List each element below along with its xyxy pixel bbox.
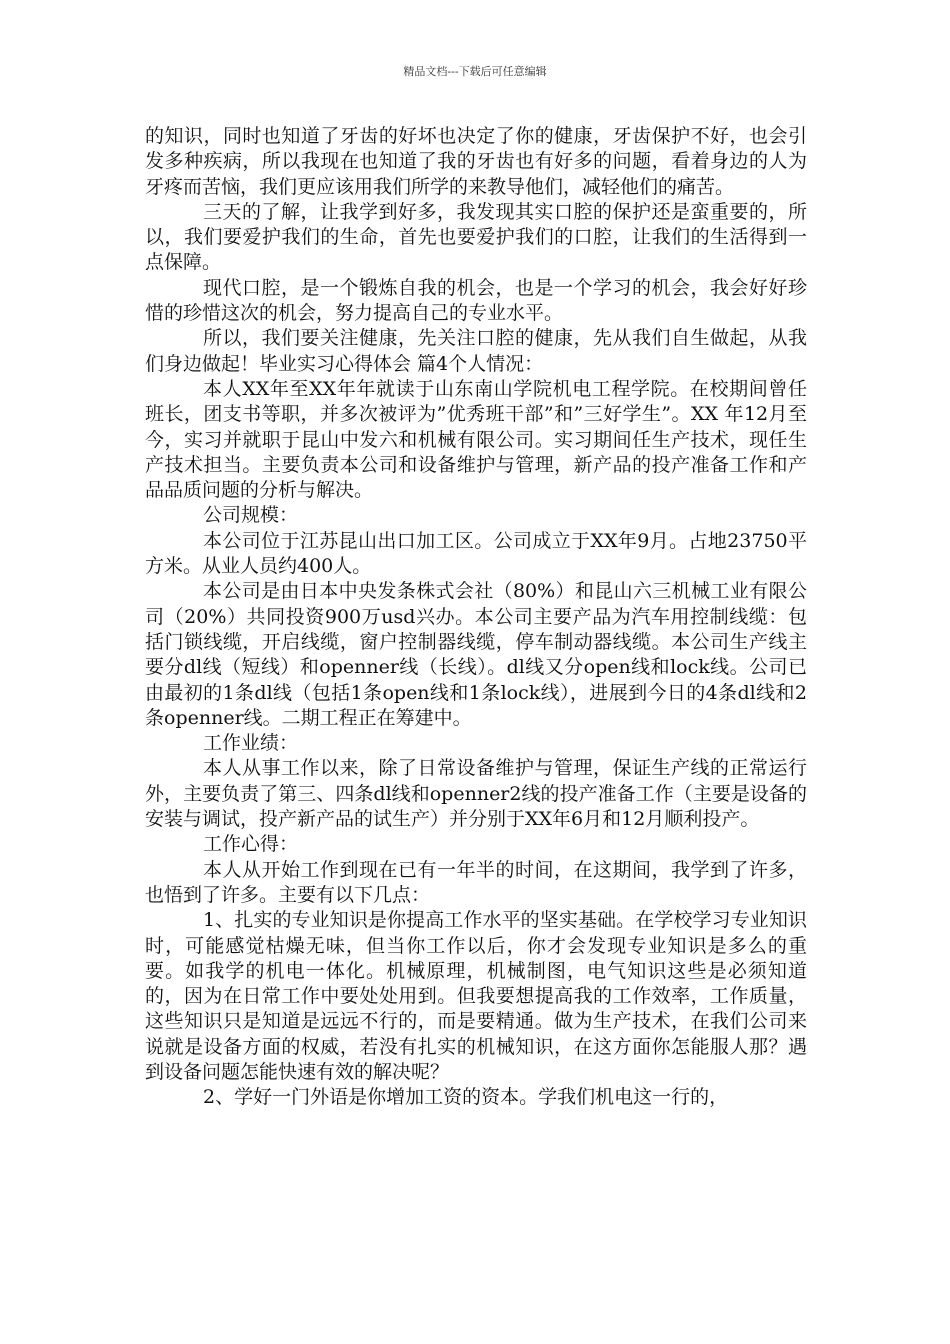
section-heading: 工作业绩： — [203, 732, 299, 755]
paragraph: 现代口腔，是一个锻炼自我的机会，也是一个学习的机会，我会好好珍惜的珍惜这次的机会，努力提高自己的专业水平。 — [145, 276, 807, 325]
paragraph: 三天的了解，让我学到好多，我发现其实口腔的保护还是蛮重要的，所以，我们要爱护我们的生命，首先也要爱护我们的口腔，让我们的生活得到一点保障。 — [145, 200, 807, 274]
paragraph: 本人从开始工作到现在已有一年半的时间，在这期间，我学到了许多，也悟到了许多。主要有以下几点： — [145, 858, 807, 906]
paragraph: 本人从事工作以来，除了日常设备维护与管理，保证生产线的正常运行外，主要负责了第三、四条dl线和openner2线的投产准备工作（主要是设备的安装与调试，投产新产品的试生产）并分别于XX年6月和12月顺利投产。 — [145, 757, 807, 831]
section-heading: 工作心得： — [203, 833, 299, 856]
paragraph: 1、扎实的专业知识是你提高工作水平的坚实基础。在学校学习专业知识时，可能感觉枯燥无味，但当你工作以后，你才会发现专业知识是多么的重要。如我学的机电一体化。机械原理，机械制图，电气知识这些是必须知道的，因为在日常工作中要处处用到。但我要想提高我的工作效率，工作质量，这些知识只是知道是远远不行的，而是要精通。做为生产技术，在我们公司来说就是设备方面的权威，若没有扎实的机械知识，在这方面你怎能服人那？遇到设备问题怎能快速有效的解决呢？ — [145, 909, 807, 1083]
paragraph: 2、学好一门外语是你增加工资的资本。学我们机电这一行的， — [203, 1086, 729, 1109]
document-body — [145, 124, 807, 1111]
page-header: 精品文档---下载后可任意编辑 — [403, 65, 547, 78]
paragraph: 本公司是由日本中央发条株式会社（80%）和昆山六三机械工业有限公司（20%）共同投资900万usd兴办。本公司主要产品为汽车用控制线缆：包括门锁线缆，开启线缆，窗户控制器线缆，停车制动器线缆。本公司生产线主要分dl线（短线）和openner线（长线）。dl线又分open线和lock线。公司已由最初的1条dl线（包括1条open线和1条lock线），进展到今日的4条dl线和2条openner线。二期工程正在筹建中。 — [145, 580, 807, 729]
paragraph: 本公司位于江苏昆山出口加工区。公司成立于XX年9月。占地23750平方米。从业人员约400人。 — [145, 529, 807, 578]
paragraph: 的知识，同时也知道了牙齿的好坏也决定了你的健康，牙齿保护不好，也会引发多种疾病，所以我现在也知道了我的牙齿也有好多的问题，看着身边的人为牙疼而苦恼，我们更应该用我们所学的来教导他们，减轻他们的痛苦。 — [145, 125, 807, 198]
paragraph: 本人XX年至XX年年就读于山东南山学院机电工程学院。在校期间曾任班长，团支书等职，并多次被评为”优秀班干部”和”三好学生”。XX 年12月至今，实习并就职于昆山中发六和机械有限公司。实习期间任生产技术，现任生产技术担当。主要负责本公司和设备维护与管理，新产品的投产准备工作和产品品质问题的分析与解决。 — [145, 377, 807, 502]
section-heading: 公司规模： — [203, 504, 299, 527]
paragraph: 所以，我们要关注健康，先关注口腔的健康，先从我们自生做起，从我们身边做起！毕业实习心得体会 篇4个人情况： — [145, 327, 807, 375]
